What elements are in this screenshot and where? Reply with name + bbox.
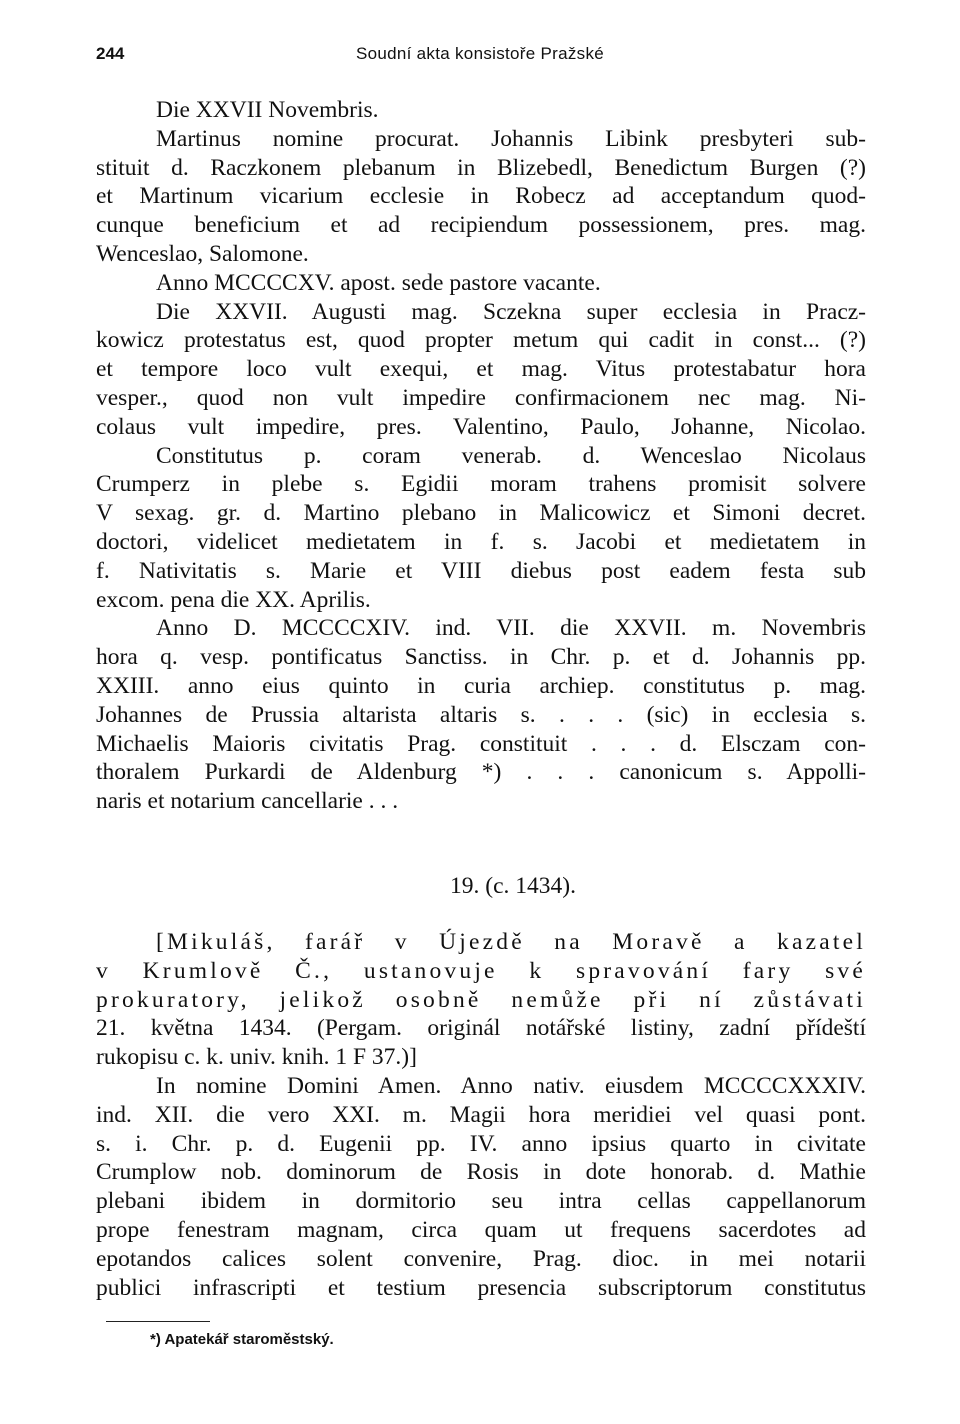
text-line: cunque beneficium et ad recipiendum possessionem, pres. mag.: [96, 212, 866, 239]
text-line: Crumplow nob. dominorum de Rosis in dote honorab. d. Mathie: [96, 1159, 866, 1186]
text-line: kowicz protestatus est, quod propter metum qui cadit in const... (?): [96, 327, 866, 354]
body-block: [96, 1072, 866, 1302]
summary-block: [96, 928, 866, 1072]
page-number: 244: [96, 44, 125, 63]
document-number: 19. (c. 1434).: [450, 873, 576, 899]
text-line: naris et notarium cancellarie . . .: [96, 788, 399, 815]
footnote: *) Apatekář staroměstský.: [150, 1331, 334, 1348]
page-header: [96, 40, 864, 70]
text-line: Crumperz in plebe s. Egidii moram trahens promisit solvere: [96, 471, 866, 498]
text-line: s. i. Chr. p. d. Eugenii pp. IV. anno ipsius quarto in civitate: [96, 1130, 866, 1157]
text-line: vesper., quod non vult impedire confirmacionem nec mag. Ni-: [96, 384, 866, 411]
running-title: Soudní akta konsistoře Pražské: [355, 44, 605, 63]
text-line: plebani ibidem in dormitorio seu intra cellas cappellanorum: [96, 1188, 866, 1215]
text-line: Anno MCCCCXV. apost. sede pastore vacante.: [156, 269, 601, 296]
text-line: et Martinum vicarium ecclesie in Robecz ad acceptandum quod-: [96, 183, 866, 210]
text-line: Die XXVII Novembris.: [156, 97, 379, 123]
text-line: Martinus nomine procurat. Johannis Libink presbyteri sub-: [156, 125, 866, 152]
summary-line: v Krumlově Č., ustanovuje k spravování fary své: [96, 957, 866, 984]
text-line: Die XXVII. Augusti mag. Sczekna super ecclesia in Pracz-: [156, 298, 866, 325]
text-line: et tempore loco vult exequi, et mag. Vitus protestabatur hora: [96, 356, 866, 383]
entry-block: [96, 96, 866, 816]
text-line: Johannes de Prussia altarista altaris s. . . . (sic) in ecclesia s.: [96, 701, 866, 728]
text-line: V sexag. gr. d. Martino plebano in Malicowicz et Simoni decret.: [96, 500, 866, 527]
text-line: colaus vult impedire, pres. Valentino, Paulo, Johanne, Nicolao.: [96, 413, 866, 440]
text-line: prope fenestram magnam, circa quam ut frequens sacerdotes ad: [96, 1216, 866, 1243]
text-line: Constitutus p. coram venerab. d. Wenceslao Nicolaus: [156, 442, 866, 469]
text-line: Michaelis Maioris civitatis Prag. constituit . . . d. Elsczam con-: [96, 730, 866, 757]
text-line: hora q. vesp. pontificatus Sanctiss. in Chr. p. et d. Johannis pp.: [96, 644, 866, 671]
text-line: epotandos calices solent convenire, Prag. dioc. in mei notarii: [96, 1245, 866, 1272]
text-line: stituit d. Raczkonem plebanum in Blizebedl, Benedictum Burgen (?): [96, 154, 866, 181]
summary-line: [Mikuláš, farář v Újezdě na Moravě a kazatel: [156, 929, 866, 955]
summary-line: 21. května 1434. (Pergam. originál notářské listiny, zadní přídeští: [96, 1015, 866, 1042]
text-line: ind. XII. die vero XXI. m. Magii hora meridiei vel quasi pont.: [96, 1101, 866, 1128]
text-line: f. Nativitatis s. Marie et VIII diebus post eadem festa sub: [96, 557, 866, 584]
text-line: XXIII. anno eius quinto in curia archiep. constitutus p. mag.: [96, 672, 866, 699]
text-line: thoralem Purkardi de Aldenburg *) . . . canonicum s. Appolli-: [96, 759, 866, 786]
summary-line: rukopisu c. k. univ. knih. 1 F 37.)]: [96, 1044, 417, 1071]
footnote-rule: [106, 1321, 210, 1322]
text-line: excom. pena die XX. Aprilis.: [96, 586, 371, 613]
text-line: Anno D. MCCCCXIV. ind. VII. die XXVII. m. Novembris: [156, 615, 866, 642]
text-line: Wenceslao, Salomone.: [96, 240, 309, 267]
text-line: In nomine Domini Amen. Anno nativ. eiusdem MCCCCXXXIV.: [156, 1073, 866, 1099]
summary-line: prokuratory, jelikož osobně nemůže při ní zůstávati: [96, 986, 866, 1013]
text-line: publici infrascripti et testium presencia subscriptorum constitutus: [96, 1274, 866, 1301]
text-line: doctori, videlicet medietatem in f. s. Jacobi et medietatem in: [96, 528, 866, 555]
